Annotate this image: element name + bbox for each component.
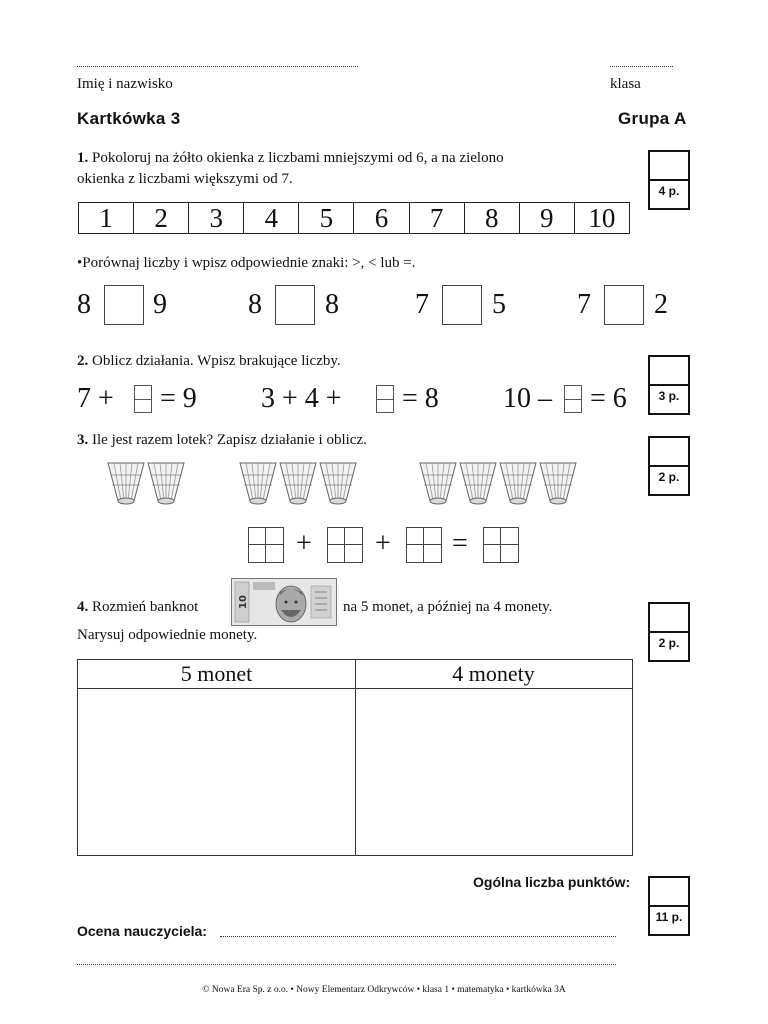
task1-points: 4 p. xyxy=(658,184,680,198)
compare-a-3: 7 xyxy=(415,289,429,320)
compare-a-2: 8 xyxy=(248,289,262,320)
name-label: Imię i nazwisko xyxy=(77,76,173,92)
shuttlecocks-illustration xyxy=(100,455,590,505)
total-points-label: Ogólna liczba punktów: xyxy=(473,874,631,890)
equation2-left: 3 + 4 + xyxy=(261,383,342,414)
task2-instructions xyxy=(77,353,341,370)
total-points: 11 p. xyxy=(655,910,683,924)
group-label: Grupa A xyxy=(618,109,687,128)
shuttlecock-icon xyxy=(148,463,184,504)
task4-line1 xyxy=(77,599,198,616)
equals-sign: = xyxy=(452,528,468,559)
column-4-coins-header: 4 monety xyxy=(452,661,535,686)
task1-number: 1. xyxy=(77,150,89,166)
total-score-box[interactable] xyxy=(648,876,690,936)
plus-sign-2: + xyxy=(375,528,391,559)
task2-score-box[interactable] xyxy=(648,355,690,415)
task3-points: 2 p. xyxy=(658,470,680,484)
shuttlecock-icon xyxy=(500,463,536,504)
plus-sign-1: + xyxy=(296,528,312,559)
task3-text: Ile jest razem lotek? Zapisz działanie i oblicz. xyxy=(92,432,367,448)
compare-box-1[interactable] xyxy=(104,285,144,325)
compare-box-3[interactable] xyxy=(442,285,482,325)
shuttlecock-icon xyxy=(280,463,316,504)
name-line[interactable] xyxy=(77,66,358,67)
class-line[interactable] xyxy=(610,66,673,67)
banknote-image xyxy=(231,578,337,626)
task3-instructions xyxy=(77,432,367,449)
equation1-right: = 9 xyxy=(160,383,197,414)
banknote-value: 10 xyxy=(238,595,249,609)
number-cell[interactable]: 5 xyxy=(299,203,354,233)
number-cell[interactable]: 9 xyxy=(520,203,575,233)
task4-text-after: na 5 monet, a później na 4 monety. xyxy=(343,599,553,615)
number-cell[interactable]: 6 xyxy=(354,203,409,233)
coins-table xyxy=(77,659,633,856)
task1-instructions xyxy=(77,148,637,190)
number-cell[interactable]: 3 xyxy=(189,203,244,233)
number-cell[interactable]: 10 xyxy=(588,203,616,233)
equation3-right: = 6 xyxy=(590,383,627,414)
compare-a-4: 7 xyxy=(577,289,591,320)
equation1-left: 7 + xyxy=(77,383,114,414)
number-cell[interactable]: 1 xyxy=(79,203,134,233)
task1-score-box[interactable] xyxy=(648,150,690,210)
task1-text-line2: okienka z liczbami większymi od 7. xyxy=(77,171,293,187)
sum-result-box[interactable] xyxy=(483,527,519,563)
shuttlecock-icon xyxy=(108,463,144,504)
task4-text-line2: Narysuj odpowiednie monety. xyxy=(77,627,258,643)
compare-box-4[interactable] xyxy=(604,285,644,325)
teacher-comment-line[interactable] xyxy=(77,964,616,965)
task4-text-before: Rozmień banknot xyxy=(92,599,199,615)
teacher-grade-label: Ocena nauczyciela: xyxy=(77,923,207,939)
compare-b-3: 5 xyxy=(492,289,506,320)
compare-b-2: 8 xyxy=(325,289,339,320)
number-cell[interactable]: 8 xyxy=(465,203,520,233)
column-5-coins-header: 5 monet xyxy=(180,661,253,686)
task4-number: 4. xyxy=(77,599,89,615)
page-title: Kartkówka 3 xyxy=(77,109,181,128)
task3-number: 3. xyxy=(77,432,89,448)
compare-b-1: 9 xyxy=(153,289,167,320)
equation3-answer-box[interactable] xyxy=(564,385,582,413)
task2-number: 2. xyxy=(77,353,89,369)
drawing-area-4-coins[interactable] xyxy=(356,689,632,855)
shuttlecock-icon xyxy=(320,463,356,504)
task1-text-line1: Pokoloruj na żółto okienka z liczbami mniejszymi od 6, a na zielono xyxy=(92,150,504,166)
footer-copyright: © Nowa Era Sp. z o.o. • Nowy Elementarz Odkrywców • klasa 1 • matematyka • kartkówka 3A xyxy=(202,985,566,995)
task4-points: 2 p. xyxy=(658,636,680,650)
sum-box-1[interactable] xyxy=(248,527,284,563)
teacher-grade-line[interactable] xyxy=(220,936,616,937)
class-label: klasa xyxy=(610,76,641,92)
equation3-left: 10 – xyxy=(503,383,552,414)
equation1-answer-box[interactable] xyxy=(134,385,152,413)
number-cell[interactable]: 2 xyxy=(134,203,189,233)
equation2-answer-box[interactable] xyxy=(376,385,394,413)
compare-instructions: •Porównaj liczby i wpisz odpowiednie znaki: >, < lub =. xyxy=(77,255,416,271)
compare-a-1: 8 xyxy=(77,289,91,320)
shuttlecock-icon xyxy=(420,463,456,504)
compare-b-4: 2 xyxy=(654,289,668,320)
compare-box-2[interactable] xyxy=(275,285,315,325)
sum-box-2[interactable] xyxy=(327,527,363,563)
number-strip xyxy=(78,202,630,234)
task4-score-box[interactable] xyxy=(648,602,690,662)
drawing-area-5-coins[interactable] xyxy=(78,689,354,855)
sum-box-3[interactable] xyxy=(406,527,442,563)
shuttlecock-icon xyxy=(240,463,276,504)
equation2-right: = 8 xyxy=(402,383,439,414)
task3-score-box[interactable] xyxy=(648,436,690,496)
shuttlecock-icon xyxy=(460,463,496,504)
shuttlecock-icon xyxy=(540,463,576,504)
task2-points: 3 p. xyxy=(658,389,680,403)
number-cell[interactable]: 7 xyxy=(410,203,465,233)
number-cell[interactable]: 4 xyxy=(244,203,299,233)
task2-text: Oblicz działania. Wpisz brakujące liczby. xyxy=(92,353,341,369)
